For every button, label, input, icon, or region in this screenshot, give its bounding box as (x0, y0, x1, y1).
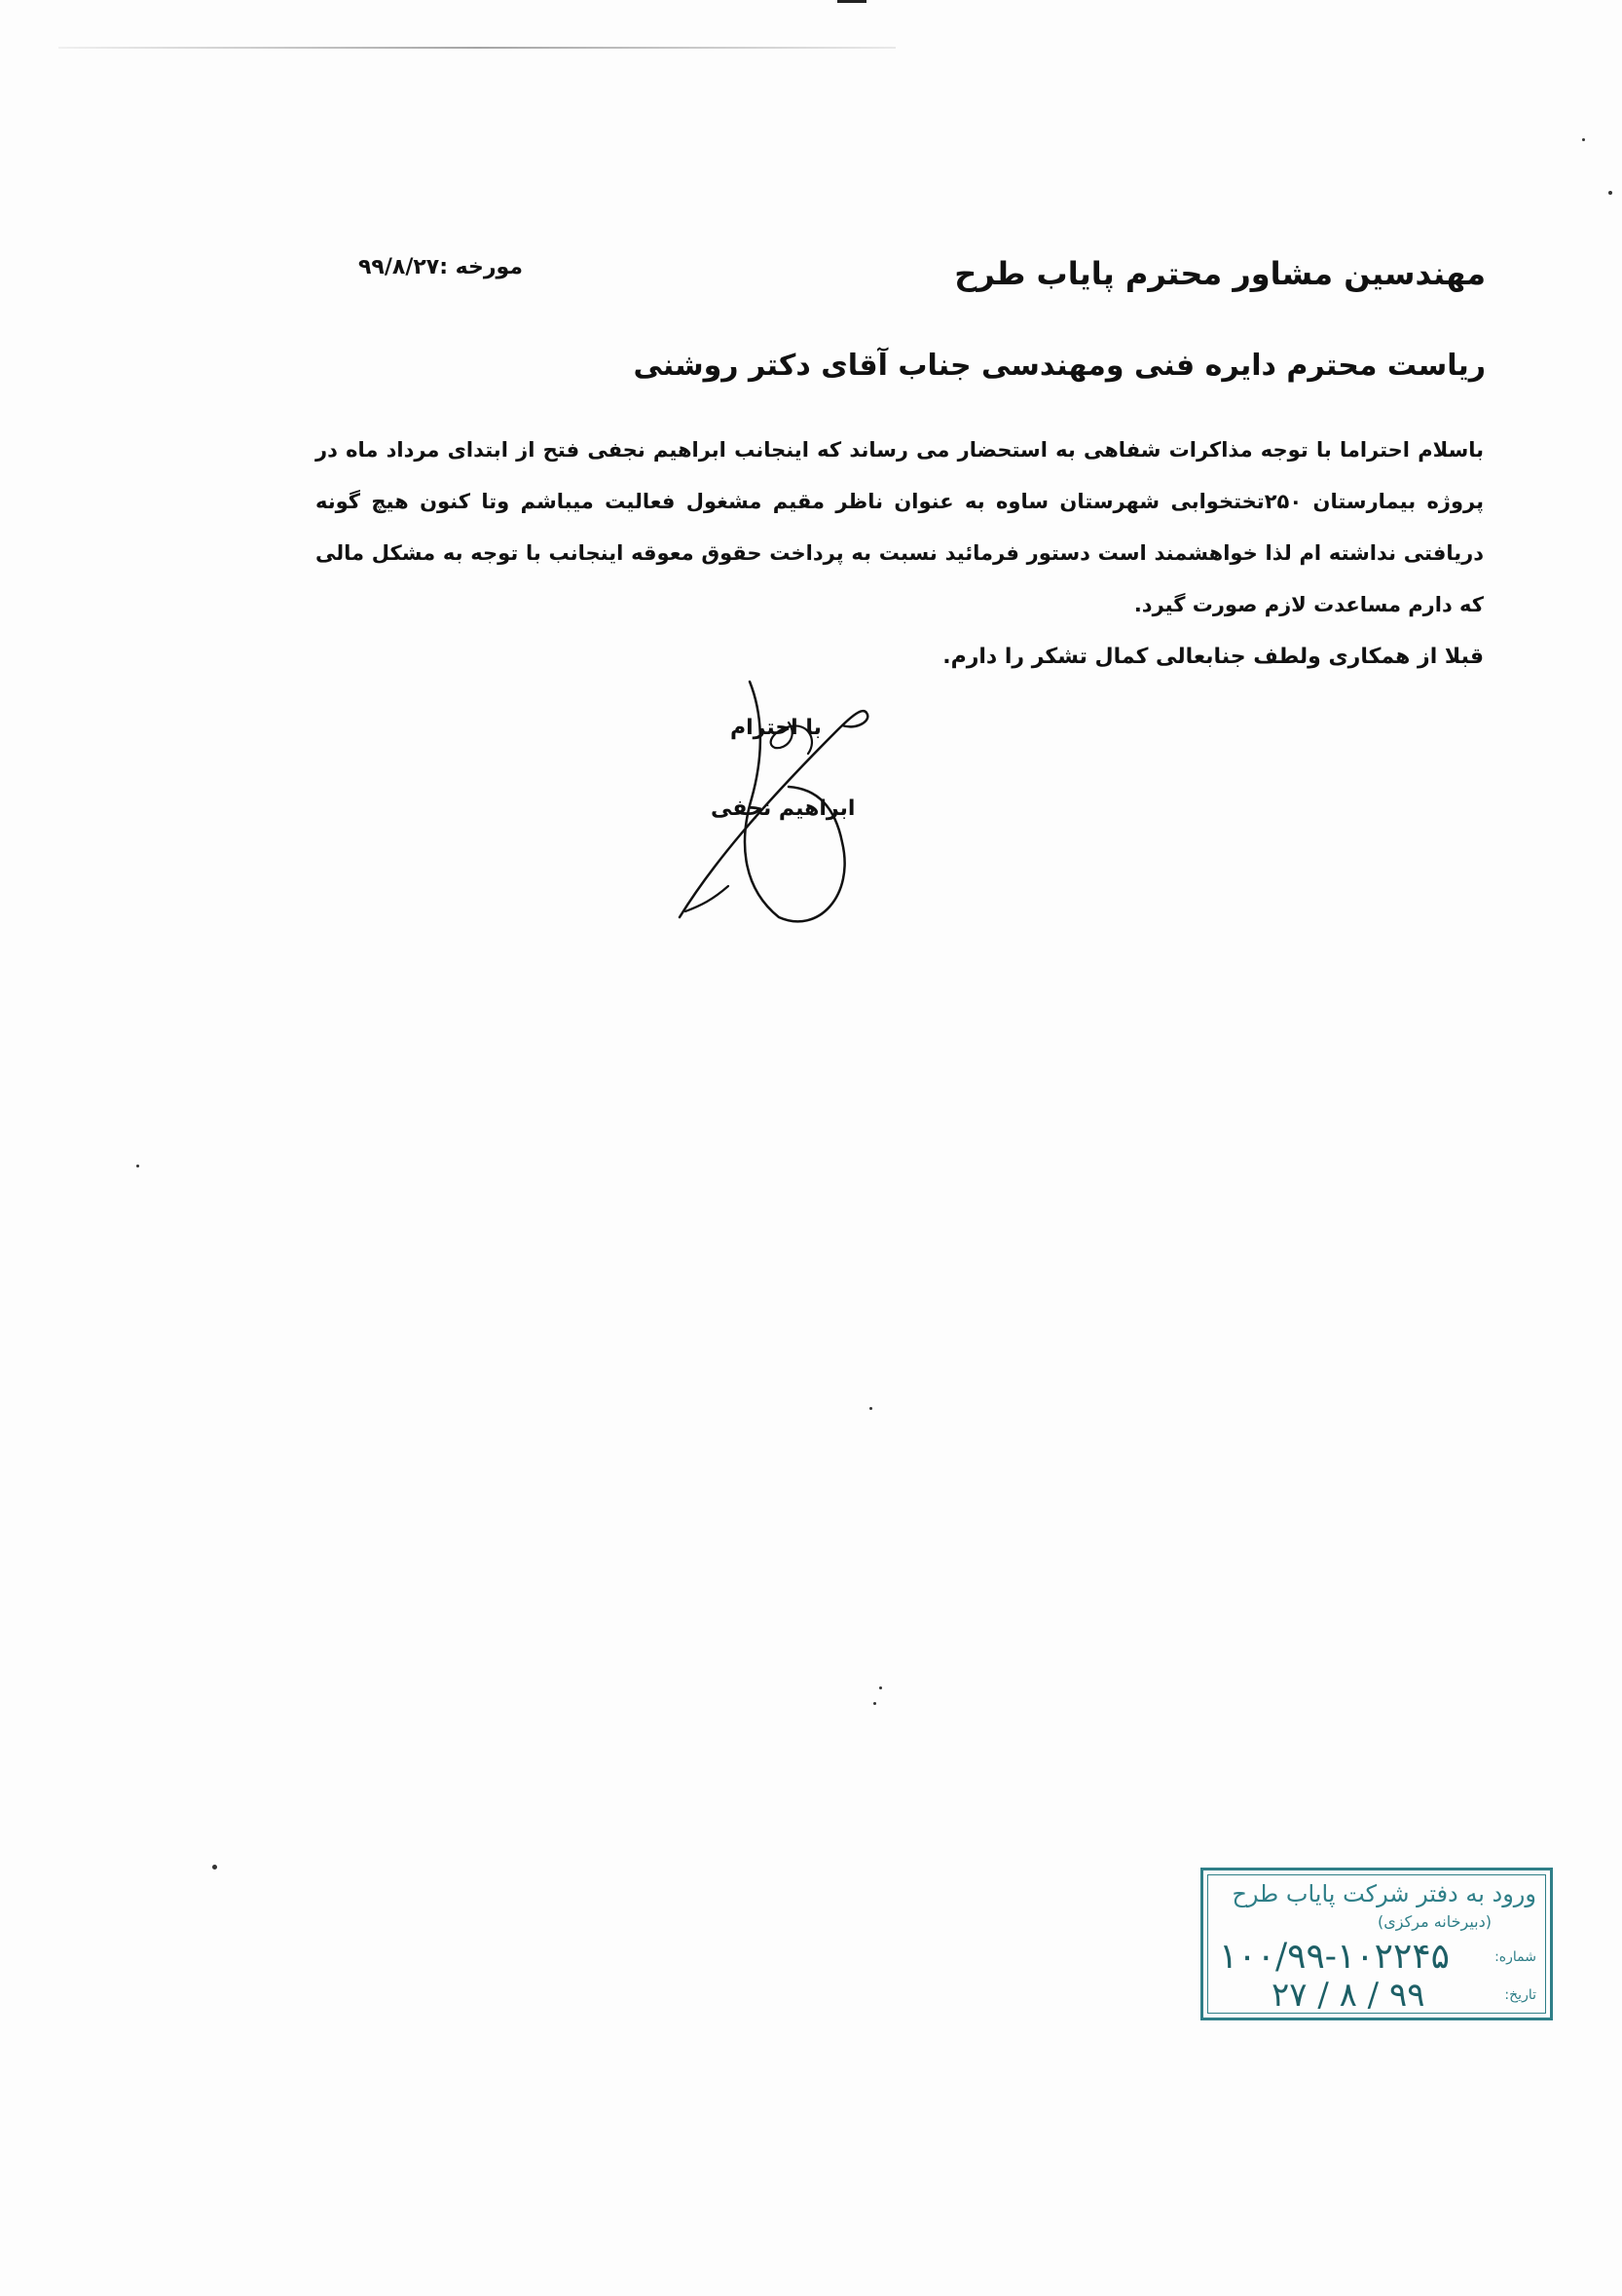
scan-speck (136, 1165, 139, 1167)
stamp-title: ورود به دفتر شرکت پایاب طرح (1232, 1880, 1536, 1907)
stamp-date-label: تاریخ: (1504, 1987, 1536, 2003)
stamp-number-label: شماره: (1494, 1949, 1536, 1965)
stamp-number: ۱۰۰/۹۹-۱۰۲۲۴۵ (1219, 1937, 1450, 1977)
letter-body: باسلام احتراما با توجه مذاکرات شفاهی به استحضار می رساند که اینجانب ابراهیم نجفی فتح از ابتدای مرداد ماه در پروژه بیمارستان ۲۵۰تختخوابی شهرستان ساوه به عنوان ناظر مقیم مشغول فعالیت میباشم وتا کنون هیچ گونه دریافتی نداشته ام لذا خواهشمند است دستور فرمائید نسبت به پرداخت حقوق معوقه اینجانب با توجه به مشکل مالی که دارم مساعدت لازم صورت گیرد. (315, 438, 1484, 616)
scan-speck (1582, 138, 1585, 141)
letter-addressee: مهندسین مشاور محترم پایاب طرح (954, 255, 1486, 292)
scan-artifact-line (58, 47, 896, 49)
stamp-date: ۹۹ / ۸ / ۲۷ (1272, 1976, 1425, 2015)
signature-name: ابراهیم نجفی (711, 796, 856, 821)
scan-artifact-mark (837, 0, 866, 3)
letter-closing: قبلا از همکاری ولطف جنابعالی کمال تشکر را دارم. (942, 645, 1484, 669)
signature-regards: با احترام (730, 716, 822, 740)
scan-speck (212, 1865, 217, 1870)
scan-speck (873, 1702, 876, 1705)
scan-speck (1608, 191, 1612, 195)
letter-date: مورخه :۹۹/۸/۲۷ (358, 255, 523, 279)
scan-speck (879, 1686, 882, 1689)
stamp-subtitle: (دبیرخانه مرکزی) (1378, 1912, 1492, 1931)
receipt-stamp (1200, 1868, 1553, 2020)
scan-speck (869, 1407, 872, 1410)
handwritten-signature (672, 672, 896, 935)
letter-recipient: ریاست محترم دایره فنی ومهندسی جناب آقای دکتر روشنی (633, 349, 1486, 383)
